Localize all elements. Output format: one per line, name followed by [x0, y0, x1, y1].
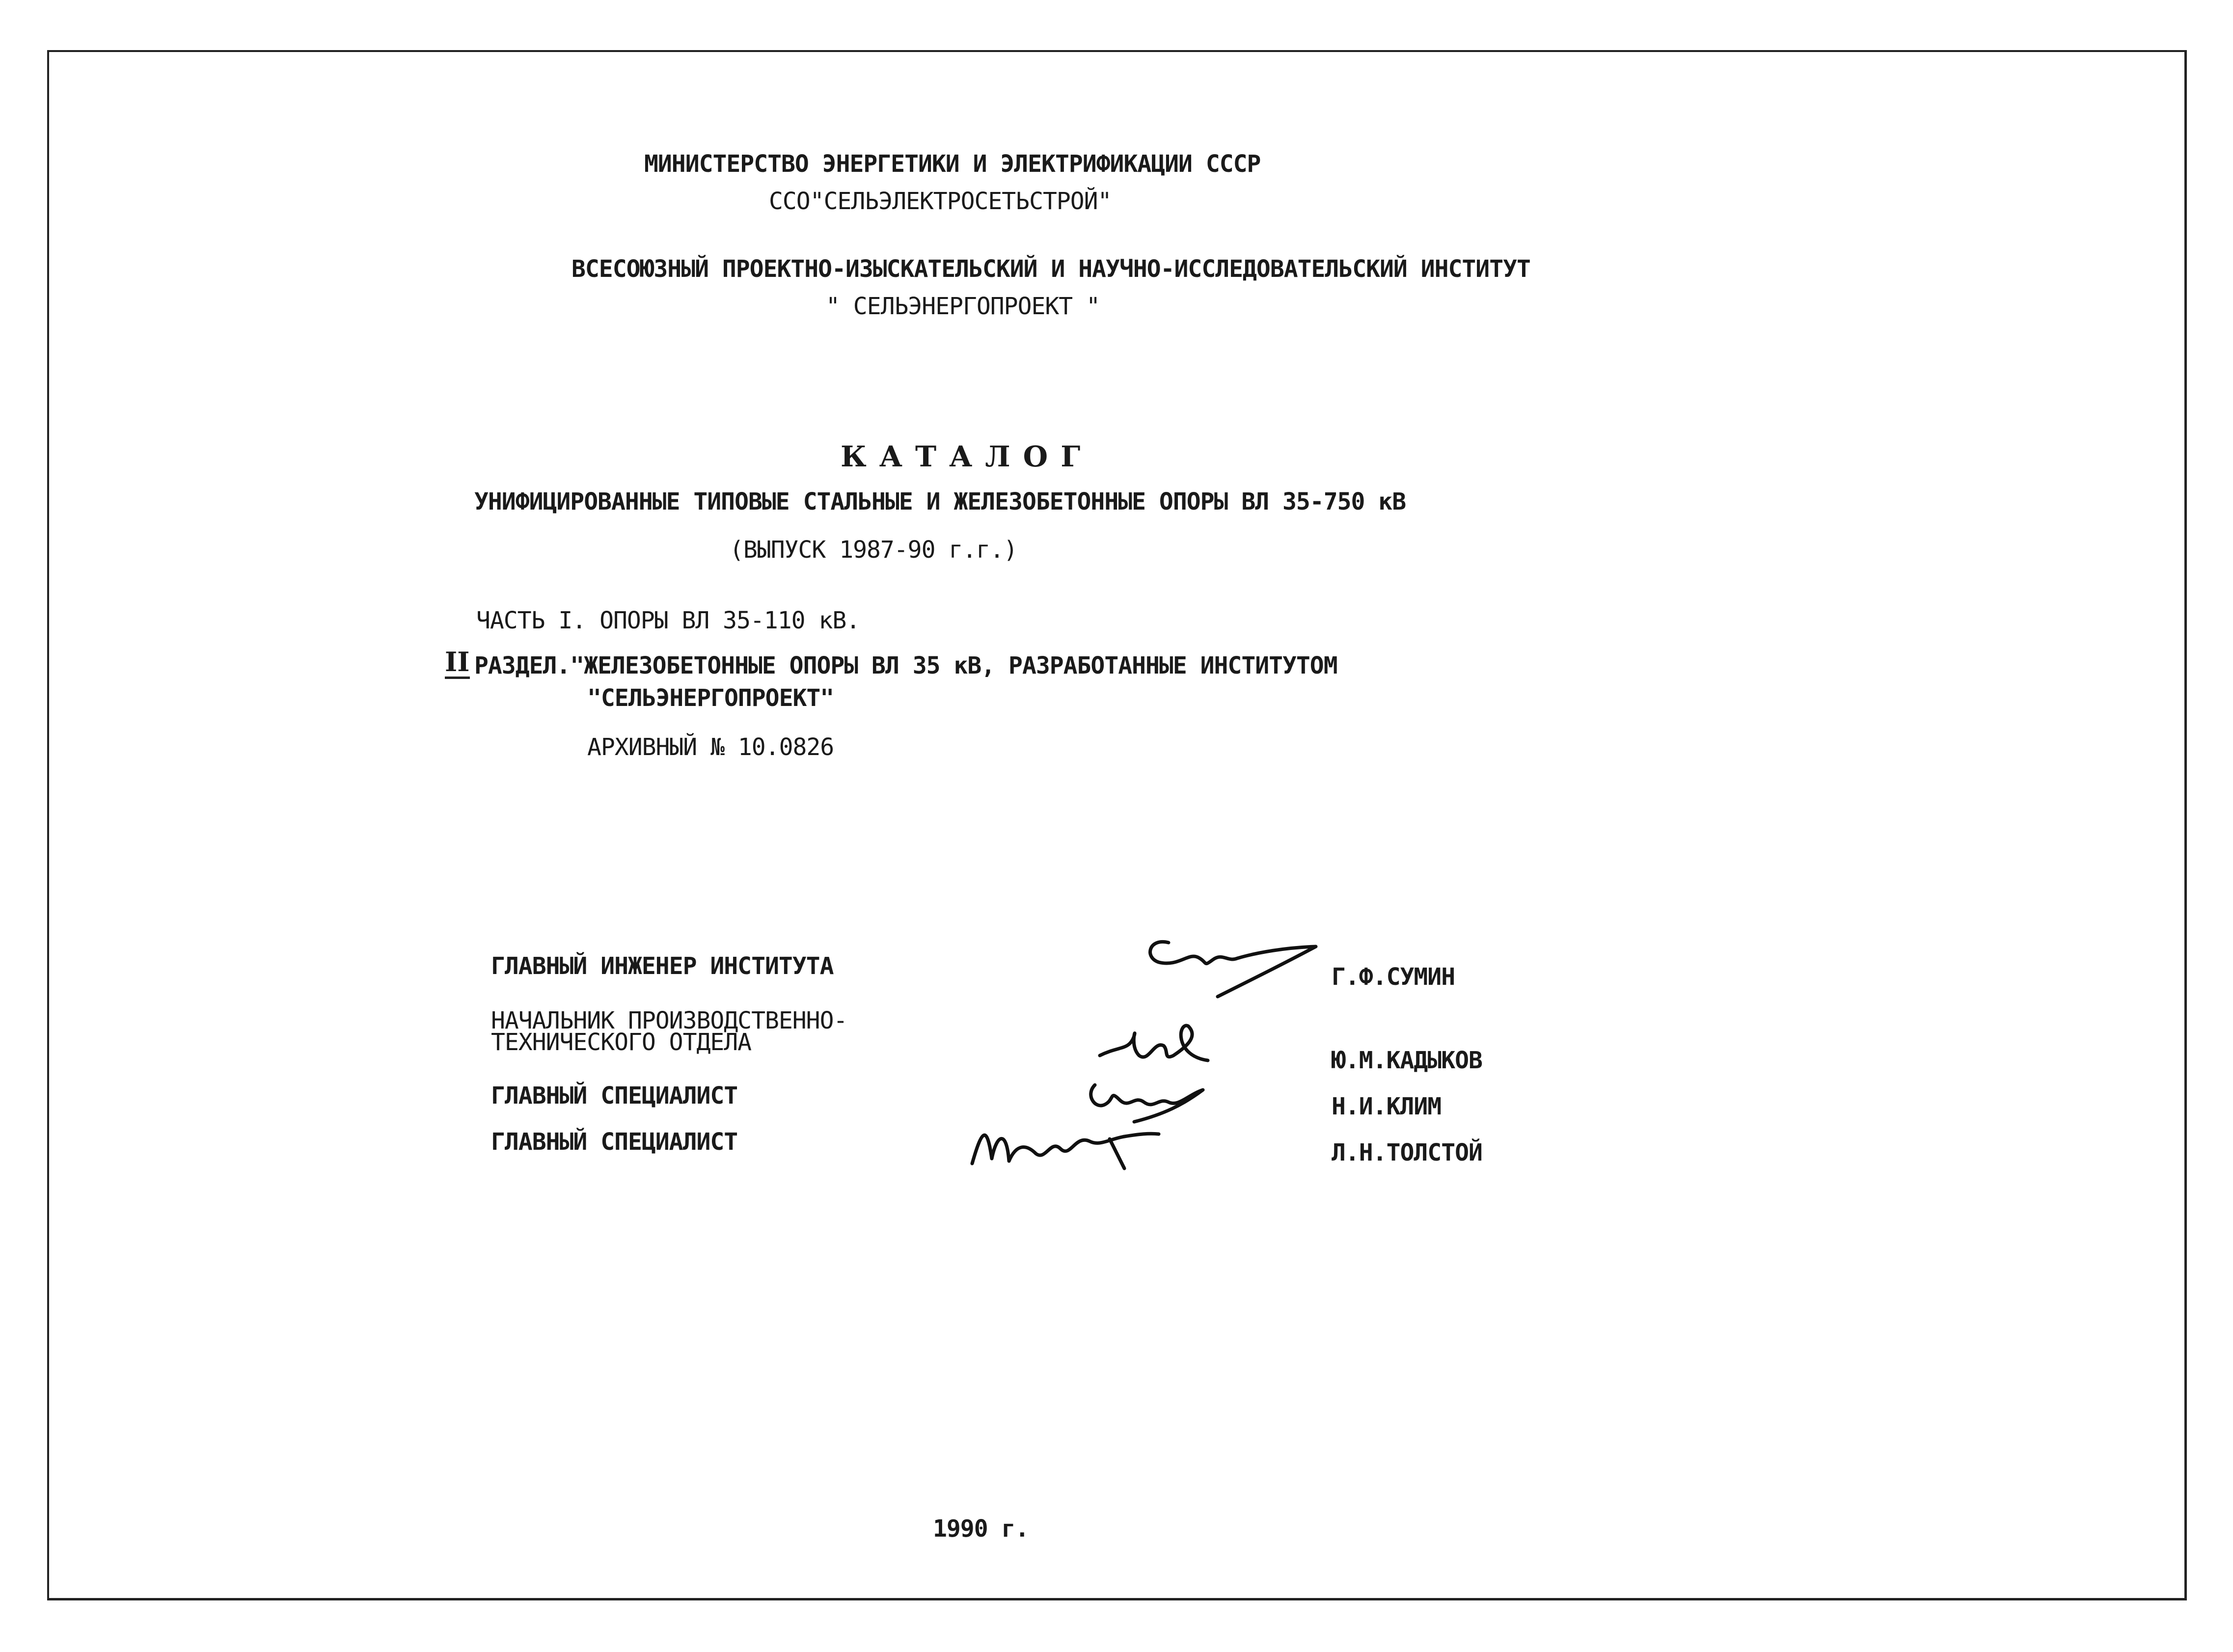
signatory-name-4: Л.Н.ТОЛСТОЙ [1332, 1139, 1482, 1166]
section-title-line1: РАЗДЕЛ."ЖЕЛЕЗОБЕТОННЫЕ ОПОРЫ ВЛ 35 кВ, РАЗРАБОТАННЫЕ ИНСТИТУТОМ [474, 652, 1337, 679]
catalog-part: ЧАСТЬ I. ОПОРЫ ВЛ 35-110 кВ. [476, 607, 860, 634]
signatory-position-2-line2: ТЕХНИЧЕСКОГО ОТДЕЛА [491, 1029, 752, 1056]
signatory-position-2-line1: НАЧАЛЬНИК ПРОИЗВОДСТВЕННО- [491, 1007, 847, 1034]
catalog-subtitle: УНИФИЦИРОВАННЫЕ ТИПОВЫЕ СТАЛЬНЫЕ И ЖЕЛЕЗОБЕТОННЫЕ ОПОРЫ ВЛ 35-750 кВ [474, 488, 1406, 515]
signatory-position-4: ГЛАВНЫЙ СПЕЦИАЛИСТ [491, 1128, 738, 1156]
signatory-position-1: ГЛАВНЫЙ ИНЖЕНЕР ИНСТИТУТА [491, 952, 834, 980]
signature-sumin [1139, 933, 1326, 1013]
section-title-line2: "СЕЛЬЭНЕРГОПРОЕКТ" [587, 684, 834, 712]
signature-tolstoy [962, 1119, 1169, 1185]
signatory-position-3: ГЛАВНЫЙ СПЕЦИАЛИСТ [491, 1082, 738, 1110]
signatory-name-2: Ю.М.КАДЫКОВ [1332, 1047, 1482, 1074]
document-year: 1990 г. [933, 1515, 1029, 1543]
institute-heading: ВСЕСОЮЗНЫЙ ПРОЕКТНО-ИЗЫСКАТЕЛЬСКИЙ И НАУЧНО-ИССЛЕДОВАТЕЛЬСКИЙ ИНСТИТУТ [572, 255, 1530, 283]
signature-kadykov [1090, 1016, 1218, 1082]
section-number: II [445, 647, 470, 679]
catalog-issue: (ВЫПУСК 1987-90 г.г.) [730, 536, 1017, 564]
catalog-title: КАТАЛОГ [841, 440, 1093, 473]
association-heading: ССО"СЕЛЬЭЛЕКТРОСЕТЬСТРОЙ" [769, 188, 1112, 215]
ministry-heading: МИНИСТЕРСТВО ЭНЕРГЕТИКИ И ЭЛЕКТРИФИКАЦИИ СССР [644, 150, 1261, 178]
institute-name: " СЕЛЬЭНЕРГОПРОЕКТ " [826, 293, 1100, 320]
archive-number: АРХИВНЫЙ № 10.0826 [587, 733, 834, 761]
signatory-name-1: Г.Ф.СУМИН [1332, 963, 1455, 991]
signatory-name-3: Н.И.КЛИМ [1332, 1093, 1442, 1120]
